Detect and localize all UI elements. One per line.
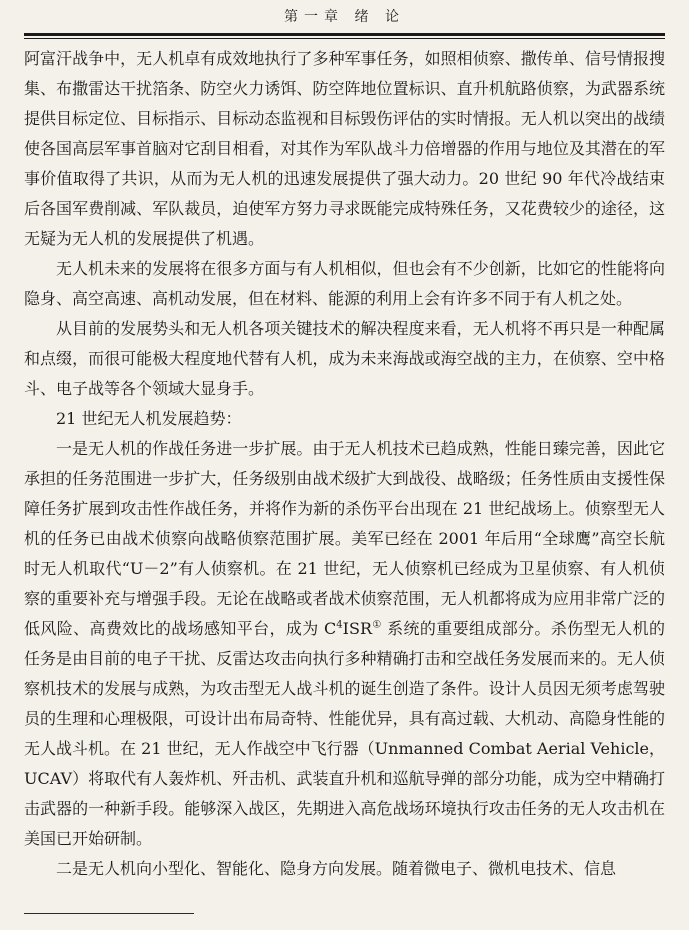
paragraph-2: 无人机未来的发展将在很多方面与有人机相似，但也会有不少创新，比如它的性能将向隐身、高空高速、高机动发展，但在材料、能源的利用上会有许多不同于有人机之处。 [24, 259, 665, 308]
page-header [24, 6, 665, 34]
paragraph-6: 二是无人机向小型化、智能化、隐身方向发展。随着微电子、微机电技术、信息 [56, 859, 617, 878]
chapter-title: 第一章 绪 论 [284, 9, 405, 25]
paragraph-1: 阿富汗战争中，无人机卓有成效地执行了多种军事任务，如照相侦察、撒传单、信号情报搜集、布撒雷达干扰箔条、防空火力诱饵、防空阵地位置标识、直升机航路侦察，为武器系统提供目标定位、目标指示、目标动态监视和目标毁伤评估的实时情报。无人机以突出的战绩使各国高层军事首脑对它刮目相看，对其作为军队战斗力倍增器的作用与地位及其潜在的军事价值取得了共识，从而为无人机的迅速发展提供了强大动力。20 世纪 90 年代冷战结束后各国军费削减、军队裁员，迫使军方努力寻求既能完成特殊任务，又花费较少的途径，这无疑为无人机的发展提供了机遇。 [24, 49, 665, 248]
header-rule-thin [24, 38, 665, 39]
footnote-rule [24, 913, 194, 914]
superscript-4: 4 [336, 619, 343, 631]
paragraph-5 [24, 434, 665, 854]
paragraph-3: 从目前的发展势头和无人机各项关键技术的解决程度来看，无人机将不再只是一种配属和点缀，而很可能极大程度地代替有人机，成为未来海战或海空战的主力，在侦察、空中格斗、电子战等各个领域大显身手。 [24, 319, 665, 398]
header-rule-thick [24, 33, 665, 36]
paragraph-5-part-2: ISR [342, 619, 372, 638]
paragraph-4-heading: 21 世纪无人机发展趋势： [56, 409, 242, 428]
footnote-marker: ① [371, 619, 382, 631]
page-body [24, 44, 665, 884]
paragraph-5-part-1: 一是无人机的作战任务进一步扩展。由于无人机技术已趋成熟，性能日臻完善，因此它承担的任务范围进一步扩大，任务级别由战术级扩大到战役、战略级；任务性质由支援性保障任务扩展到攻击性作战任务，并将作为新的杀伤平台出现在 21 世纪战场上。侦察型无人机的任务已由战术侦察向战略侦察范围扩展。美军已经在 2001 年后用“全球鹰”高空长航时无人机取代“U－2”有人侦察机。在 21 世纪，无人侦察机已经成为卫星侦察、有人机侦察的重要补充与增强手段。无论在战略或者战术侦察范围，无人机都将成为应用非常广泛的低风险、高费效比的战场感知平台，成为 C [24, 439, 665, 638]
paragraph-5-part-3: 系统的重要组成部分。杀伤型无人机的任务是由目前的电子干扰、反雷达攻击向执行多种精确打击和空战任务发展而来的。无人侦察机技术的发展与成熟，为攻击型无人战斗机的诞生创造了条件。设计人员因无须考虑驾驶员的生理和心理极限，可设计出布局奇特、性能优异，具有高过载、大机动、高隐身性能的无人战斗机。在 21 世纪，无人作战空中飞行器（Unmanned Combat Aerial Vehicle，UCAV）将取代有人轰炸机、歼击机、武装直升机和巡航导弹的部分功能，成为空中精确打击武器的一种新手段。能够深入战区，先期进入高危战场环境执行攻击任务的无人攻击机在美国已开始研制。 [24, 619, 665, 848]
